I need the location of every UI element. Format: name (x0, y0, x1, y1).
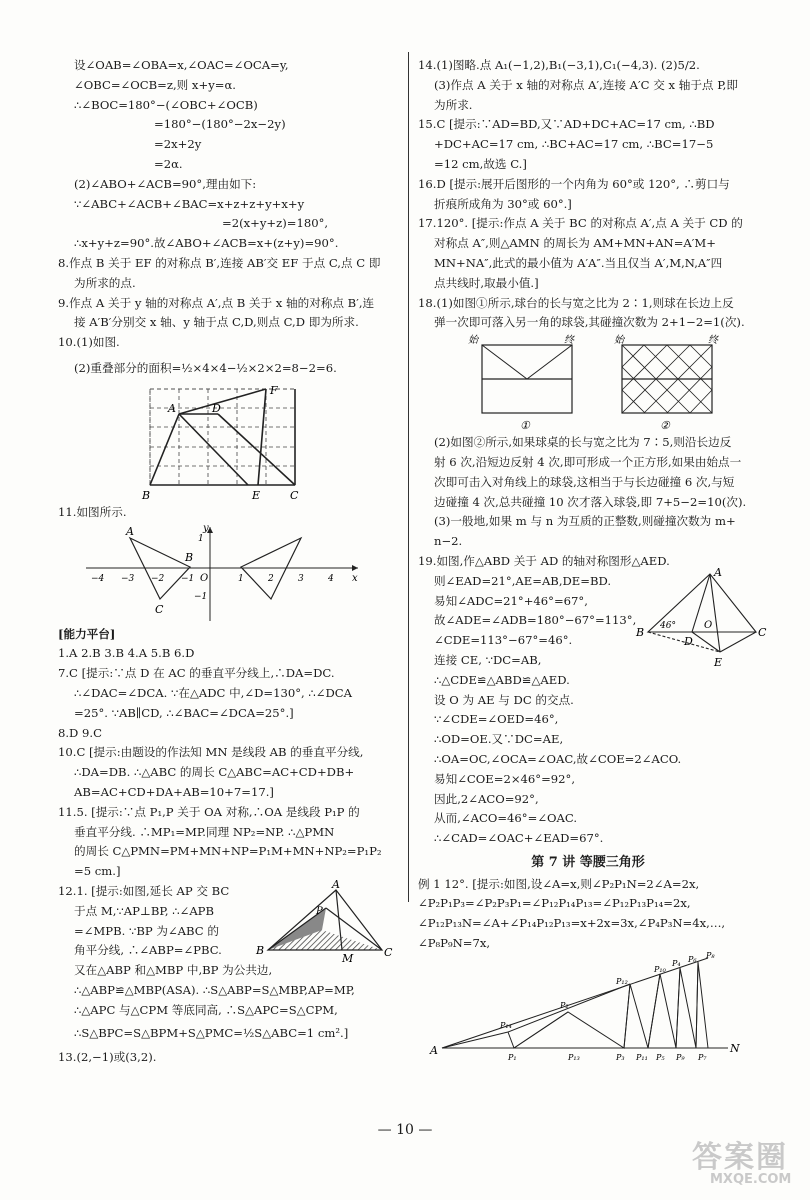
text-line: (2)如图②所示,如果球桌的长与宽之比为 7∶5,则沿长边反 (434, 435, 732, 450)
fig18-end-label: 终 (564, 335, 574, 347)
text-line: 折痕所成角为 30°或 60°.] (434, 196, 572, 211)
text-line: 次即可击入对角线上的球袋,这相当于与长边碰撞 6 次,与短 (434, 474, 735, 489)
fig10-label-e: E (252, 488, 261, 502)
text-line: 角平分线, ∴∠ABP=∠PBC. (74, 943, 222, 958)
text-line: 10.(1)如图. (58, 335, 120, 350)
fig12-label-b: B (256, 943, 265, 957)
text-line: 16.D [提示:展开后图形的一个内角为 60°或 120°, ∴剪口与 (418, 176, 730, 191)
figure-19-triangle (634, 565, 767, 678)
fig11-tick: −4 (91, 573, 105, 584)
figex-label: P₁₁ (636, 1052, 648, 1062)
figex-label: P₁ (508, 1052, 517, 1062)
watermark (688, 1132, 798, 1192)
text-line: 8.D 9.C (58, 725, 102, 740)
text-line: ∴OA=OC,∠OCA=∠OAC,故∠COE=2∠ACO. (434, 751, 682, 766)
fig11-label-x: x (352, 572, 358, 584)
text-line: AB=AC+CD+DA+AB=10+7=17.] (74, 784, 274, 799)
text-line: 11.如图所示. (58, 504, 127, 519)
text-line: ∵∠ABC+∠ACB+∠BAC=x+z+z+y+x+y (74, 196, 305, 211)
fig12-label-m: M (342, 951, 354, 965)
figex-label: P₁₃ (568, 1052, 580, 1062)
text-line: 点共线时,取最小值.] (434, 275, 539, 290)
text-line: ∴x+y+z=90°.故∠ABO+∠ACB=x+(z+y)=90°. (74, 236, 339, 251)
text-line: ∴△CDE≌△ABD≌△AED. (434, 672, 570, 687)
figure-18-billiards (418, 333, 758, 433)
text-line: ∠P₁₂P₁₃N=∠A+∠P₁₄P₁₂P₁₃=x+2x=3x,∠P₄P₃N=4x,…, (418, 916, 726, 931)
text-line: 的周长 C△PMN=PM+MN+NP=P₁M+MN+NP₂=P₁P₂ (74, 844, 382, 859)
text-line: 18.(1)如图①所示,球台的长与宽之比为 2∶1,则球在长边上反 (418, 295, 734, 310)
fig10-label-f: F (270, 383, 278, 397)
fig19-angle-label: 46° (660, 620, 676, 631)
text-line: =25°. ∵AB∥CD, ∴∠BAC=∠DCA=25°.] (74, 705, 294, 720)
text-line: 设∠OAB=∠OBA=x,∠OAC=∠OCA=y, (74, 58, 289, 72)
page-number: — 10 — (377, 1122, 433, 1138)
fig19-label-d: D (684, 634, 693, 648)
text-line: =∠MPB. ∵BP 为∠ABC 的 (74, 923, 219, 938)
text-line: (3)作点 A 关于 x 轴的对称点 A′,连接 A′C 交 x 轴于点 P,即 (434, 77, 738, 92)
column-divider (408, 52, 409, 902)
text-line: ∠CDE=113°−67°=46°. (434, 633, 573, 648)
text-line: 对称点 A″,则△AMN 的周长为 AM+MN+AN=A′M+ (434, 236, 717, 251)
text-line: 垂直平分线. ∴MP₁=MP.同理 NP₂=NP. ∴△PMN (74, 824, 335, 839)
fig11-label-b: B (185, 550, 194, 564)
text-line: 连接 CE, ∵DC=AB, (434, 652, 542, 667)
section-heading: [能力平台] (58, 626, 116, 641)
text-line: =2x+2y (154, 137, 202, 152)
text-line: =2α. (154, 156, 183, 171)
fig19-label-e: E (714, 655, 723, 669)
figex-label: P₁₄ (500, 1020, 512, 1030)
text-line: ∠OBC=∠OCB=z,则 x+y=α. (74, 77, 236, 92)
fig11-label-y: y (203, 522, 209, 534)
text-line: (2)重叠部分的面积=½×4×4−½×2×2=8−2=6. (74, 360, 337, 375)
text-line: 从而,∠ACO=46°=∠OAC. (434, 811, 578, 826)
figex-label-a: A (430, 1043, 438, 1057)
fig12-label-c: C (384, 945, 393, 959)
text-line: =12 cm,故选 C.] (434, 156, 527, 171)
text-line: ∴S△BPC=S△BPM+S△PMC=½S△ABC=1 cm².] (74, 1026, 349, 1041)
text-line: 12.1. [提示:如图,延长 AP 交 BC (58, 883, 230, 898)
fig19-label-a: A (714, 565, 722, 579)
text-line: 故∠ADE=∠ADB=180°−67°=113°, (434, 613, 637, 628)
text-line: ∠P₈P₉N=7x, (418, 936, 491, 951)
fig11-label-c: C (155, 602, 164, 616)
fig12-label-a: A (332, 877, 340, 891)
figex-label: P₁₂ (616, 976, 628, 986)
fig10-label-c: C (290, 488, 299, 502)
fig10-label-a: A (168, 401, 176, 415)
fig18-caption-2: ② (660, 419, 670, 433)
figure-10-grid (58, 385, 398, 503)
text-line: 易知∠ADC=21°+46°=67°, (434, 593, 588, 608)
text-line: 1.A 2.B 3.B 4.A 5.B 6.D (58, 646, 195, 661)
text-line: ∵∠CDE=∠OED=46°, (434, 712, 559, 727)
text-line: 弹一次即可落入另一角的球袋,其碰撞次数为 2+1−2=1(次). (434, 315, 745, 330)
text-line: =5 cm.] (74, 864, 121, 879)
text-line: 设 O 为 AE 与 DC 的交点. (434, 692, 574, 707)
figure-12-triangle (254, 878, 394, 964)
text-line: 10.C [提示:由题设的作法知 MN 是线段 AB 的垂直平分线, (58, 745, 364, 760)
text-line: ∠P₂P₁P₃=∠P₂P₃P₁=∠P₁₂P₁₄P₁₃=∠P₁₂P₁₃P₁₄=2x, (418, 896, 691, 911)
right-column (418, 56, 767, 1064)
text-line: ∴△APC 与△CPM 等底同高, ∴S△APC=S△CPM, (74, 1002, 338, 1017)
text-line: 15.C [提示:∵AD=BD,又∵AD+DC+AC=17 cm, ∴BD (418, 117, 715, 132)
watermark-url: MXQE.COM (710, 1172, 792, 1187)
fig11-tick: 2 (268, 573, 274, 584)
figex-label-n: N (730, 1041, 740, 1055)
text-line: 易知∠COE=2×46°=92°, (434, 771, 576, 786)
text-line: n−2. (434, 534, 463, 549)
text-line: (3)一般地,如果 m 与 n 为互质的正整数,则碰撞次数为 m+ (434, 514, 736, 529)
text-line: ∴DA=DB. ∴△ABC 的周长 C△ABC=AC+CD+DB+ (74, 765, 355, 780)
fig18-start-label: 始 (468, 335, 478, 347)
text-line: ∴OD=OE.又∵DC=AE, (434, 732, 564, 747)
text-line: 又在△ABP 和△MBP 中,BP 为公共边, (74, 963, 273, 978)
text-line: 为所求. (434, 97, 473, 112)
figex-label: P₅ (656, 1052, 665, 1062)
figex-label: P₂ (560, 1000, 569, 1010)
fig11-tick: −1 (181, 573, 195, 584)
text-line: =180°−(180°−2x−2y) (154, 117, 286, 132)
fig10-label-b: B (142, 488, 151, 502)
text-line: 14.(1)图略.点 A₁(−1,2),B₁(−3,1),C₁(−4,3). (2)5/2. (418, 58, 700, 72)
text-line: 13.(2,−1)或(3,2). (58, 1050, 157, 1065)
text-line: 则∠EAD=21°,AE=AB,DE=BD. (434, 573, 612, 588)
fig11-label-o: O (200, 572, 209, 584)
figex-label: P₁₀ (654, 964, 666, 974)
text-line: 8.作点 B 关于 EF 的对称点 B′,连接 AB′交 EF 于点 C,点 C 即 (58, 255, 381, 270)
figex-label: P₆ (688, 954, 697, 964)
text-line: 因此,2∠ACO=92°, (434, 791, 539, 806)
figex-label: P₉ (676, 1052, 685, 1062)
fig11-tick: 1 (198, 533, 204, 544)
figure-11-coordinates (58, 523, 398, 623)
fig11-tick: 4 (328, 573, 334, 584)
fig11-tick: −2 (151, 573, 165, 584)
fig18-start-label-2: 始 (614, 335, 624, 347)
text-line: 为所求的点. (74, 275, 136, 290)
figure-example-1-zigzag (418, 950, 758, 1064)
text-line: 于点 M,∵AP⊥BP, ∴∠APB (74, 903, 215, 918)
left-column (58, 56, 398, 1068)
figex-label: P₄ (672, 958, 681, 968)
text-line: ∴∠DAC=∠DCA. ∵在△ADC 中,∠D=130°, ∴∠DCA (74, 685, 353, 700)
text-line: (2)∠ABO+∠ACB=90°,理由如下: (74, 176, 257, 191)
text-line: 例 1 12°. [提示:如图,设∠A=x,则∠P₂P₁N=2∠A=2x, (418, 876, 700, 891)
text-line: ∴△ABP≌△MBP(ASA). ∴S△ABP=S△MBP,AP=MP, (74, 982, 355, 997)
lesson-title: 第 7 讲 等腰三角形 (531, 854, 645, 870)
figex-label: P₈ (706, 950, 715, 960)
fig11-tick: −3 (121, 573, 135, 584)
text-line: MN+NA″,此式的最小值为 A′A″.当且仅当 A′,M,N,A″四 (434, 255, 723, 270)
fig19-label-c: C (758, 625, 767, 639)
figex-label: P₃ (616, 1052, 625, 1062)
fig19-label-o: O (704, 619, 713, 631)
text-line: 7.C [提示:∵点 D 在 AC 的垂直平分线上,∴DA=DC. (58, 666, 335, 681)
fig19-label-b: B (636, 625, 645, 639)
text-line: 边碰撞 4 次,总共碰撞 10 次才落入球袋,即 7+5−2=10(次). (434, 494, 747, 509)
fig18-caption-1: ① (520, 419, 530, 433)
text-line: 射 6 次,沿短边反射 4 次,即可形成一个正方形,如果由始点一 (434, 454, 742, 469)
fig11-label-a: A (126, 524, 134, 538)
fig11-tick: 3 (298, 573, 304, 584)
text-line: 接 A′B′分别交 x 轴、y 轴于点 C,D,则点 C,D 即为所求. (74, 315, 359, 330)
fig11-tick: 1 (238, 573, 244, 584)
text-line: 11.5. [提示:∵点 P₁,P 关于 OA 对称,∴OA 是线段 P₁P 的 (58, 804, 360, 819)
text-line: 9.作点 A 关于 y 轴的对称点 A′,点 B 关于 x 轴的对称点 B′,连 (58, 295, 375, 310)
text-line: =2(x+y+z)=180°, (222, 216, 329, 231)
watermark-logo-text: 答案圈 (692, 1140, 788, 1175)
fig10-label-d: D (212, 401, 221, 415)
fig11-tick: −1 (194, 591, 208, 602)
fig18-end-label-2: 终 (708, 335, 718, 347)
figex-label: P₇ (698, 1052, 707, 1062)
fig12-label-p: P (316, 905, 323, 917)
text-line: ∴∠BOC=180°−(∠OBC+∠OCB) (74, 97, 258, 112)
text-line: 19.如图,作△ABD 关于 AD 的轴对称图形△AED. (418, 553, 670, 568)
text-line: 17.120°. [提示:作点 A 关于 BC 的对称点 A′,点 A 关于 CD 的 (418, 216, 743, 231)
text-line: ∴∠CAD=∠OAC+∠EAD=67°. (434, 831, 604, 846)
text-line: +DC+AC=17 cm, ∴BC+AC=17 cm, ∴BC=17−5 (434, 137, 714, 152)
